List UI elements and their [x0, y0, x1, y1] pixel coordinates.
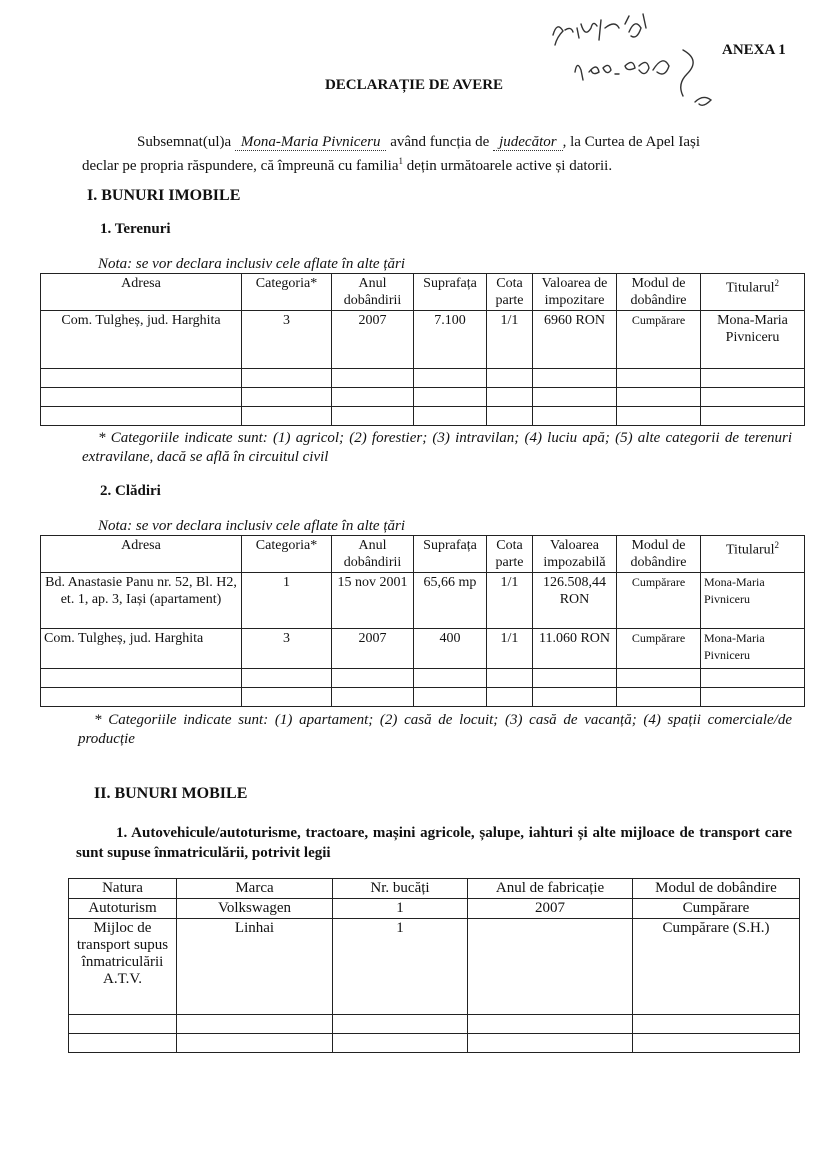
- building-category: 1: [242, 573, 332, 629]
- header-cell: Modul de dobândire: [633, 879, 800, 899]
- building-area: 65,66 mp: [414, 573, 487, 629]
- table-row-empty: [41, 688, 805, 707]
- handwritten-received-note: [545, 10, 725, 110]
- building-acquisition: Cumpărare: [617, 573, 701, 629]
- header-cell: Marca: [177, 879, 333, 899]
- building-share: 1/1: [487, 573, 533, 629]
- land-value: 6960 RON: [533, 311, 617, 369]
- buildings-category-footnote: * Categoriile indicate sunt: (1) apartament; (2) casă de locuit; (3) casă de vacanță; (4) spații comerciale/de producție: [78, 712, 792, 747]
- building-area: 400: [414, 629, 487, 669]
- land-area: 7.100: [414, 311, 487, 369]
- declarant-function: judecător: [493, 134, 563, 151]
- header-cell: Valoarea de impozitare: [533, 274, 617, 311]
- header-cell: Titularul$^2$: [701, 274, 805, 311]
- table-row: [69, 919, 800, 1015]
- building-address: Bd. Anastasie Panu nr. 52, Bl. H2, et. 1, ap. 3, Iași (apartament): [41, 573, 242, 629]
- buildings-table: [40, 535, 805, 707]
- building-acquisition: Cumpărare: [617, 629, 701, 669]
- building-owner: Mona-Maria Pivniceru: [701, 573, 805, 629]
- declaration-intro: [82, 133, 796, 176]
- vehicles-subsection-title: 1. Autovehicule/autoturisme, tractoare, mașini agricole, șalupe, iahturi și alte mijloace de transport care sunt supuse înmatriculării, potrivit legii: [76, 825, 792, 861]
- vehicle-type: Autoturism: [69, 899, 177, 919]
- building-year: 15 nov 2001: [332, 573, 414, 629]
- vehicle-acquisition: Cumpărare (S.H.): [633, 919, 800, 1015]
- land-share: 1/1: [487, 311, 533, 369]
- table-row: [41, 573, 805, 629]
- land-year: 2007: [332, 311, 414, 369]
- table-row: [41, 629, 805, 669]
- header-cell: Natura: [69, 879, 177, 899]
- intro-mid: având funcția de: [390, 134, 490, 150]
- header-cell: Modul de dobândire: [617, 536, 701, 573]
- header-cell: Anul dobândirii: [332, 536, 414, 573]
- building-address: Com. Tulgheș, jud. Harghita: [41, 629, 242, 669]
- building-share: 1/1: [487, 629, 533, 669]
- intro-line2: declar pe propria răspundere, că împreună cu familia: [82, 158, 399, 174]
- table-row-empty: [69, 1015, 800, 1034]
- building-value: 11.060 RON: [533, 629, 617, 669]
- table-row-empty: [41, 369, 805, 388]
- land-category-footnote: * Categoriile indicate sunt: (1) agricol; (2) forestier; (3) intravilan; (4) luciu apă; (5) alte categorii de terenuri extravilane, dacă se află în circuitul civil: [82, 430, 792, 465]
- header-cell: Modul de dobândire: [617, 274, 701, 311]
- annex-label: ANEXA 1: [722, 42, 786, 58]
- vehicles-table-header: [69, 879, 800, 899]
- vehicle-count: 1: [333, 919, 468, 1015]
- land-address: Com. Tulgheș, jud. Harghita: [41, 311, 242, 369]
- table-row-empty: [41, 669, 805, 688]
- vehicles-table: [68, 878, 800, 1053]
- vehicle-brand: Linhai: [177, 919, 333, 1015]
- intro-line2-end: dețin următoarele active și datorii.: [403, 158, 613, 174]
- table-row-empty: [41, 388, 805, 407]
- land-subsection-title: 1. Terenuri: [100, 221, 171, 237]
- vehicle-acquisition: Cumpărare: [633, 899, 800, 919]
- building-category: 3: [242, 629, 332, 669]
- section-movable-title: II. BUNURI MOBILE: [94, 785, 248, 802]
- building-year: 2007: [332, 629, 414, 669]
- land-category: 3: [242, 311, 332, 369]
- header-cell: Cota parte: [487, 274, 533, 311]
- land-owner: Mona-Maria Pivniceru: [701, 311, 805, 369]
- building-owner: Mona-Maria Pivniceru: [701, 629, 805, 669]
- intro-suffix: , la Curtea de Apel Iași: [562, 134, 701, 150]
- vehicle-year: 2007: [468, 899, 633, 919]
- header-cell: Categoria*: [242, 536, 332, 573]
- land-table-header: [41, 274, 805, 311]
- buildings-subsection-title: 2. Clădiri: [100, 483, 161, 499]
- buildings-table-header: [41, 536, 805, 573]
- header-cell: Adresa: [41, 274, 242, 311]
- header-cell: Anul de fabricație: [468, 879, 633, 899]
- building-value: 126.508,44 RON: [533, 573, 617, 629]
- table-row-empty: [41, 407, 805, 426]
- section-immovable-title: I. BUNURI IMOBILE: [87, 187, 241, 204]
- header-cell: Valoarea impozabilă: [533, 536, 617, 573]
- intro-prefix: Subsemnat(ul)a: [137, 134, 232, 150]
- land-acquisition: Cumpărare: [617, 311, 701, 369]
- land-table: [40, 273, 805, 426]
- declarant-name: Mona-Maria Pivniceru: [235, 134, 387, 151]
- document-title: DECLARAȚIE DE AVERE: [324, 77, 504, 93]
- vehicle-count: 1: [333, 899, 468, 919]
- vehicle-type: Mijloc de transport supus înmatriculării A.T.V.: [69, 919, 177, 1015]
- header-cell: Categoria*: [242, 274, 332, 311]
- header-cell: Suprafața: [414, 274, 487, 311]
- vehicle-year: [468, 919, 633, 1015]
- table-row: [69, 899, 800, 919]
- land-note: Nota: se vor declara inclusiv cele aflate în alte țări: [98, 256, 406, 272]
- footnote-marker: 1: [398, 156, 404, 166]
- header-cell: Anul dobândirii: [332, 274, 414, 311]
- header-cell: Nr. bucăți: [333, 879, 468, 899]
- table-row-empty: [69, 1034, 800, 1053]
- header-cell: Adresa: [41, 536, 242, 573]
- header-cell: Cota parte: [487, 536, 533, 573]
- buildings-note: Nota: se vor declara inclusiv cele aflate în alte țări: [98, 518, 406, 534]
- vehicle-brand: Volkswagen: [177, 899, 333, 919]
- header-cell: Titularul$^2$: [701, 536, 805, 573]
- table-row: [41, 311, 805, 369]
- header-cell: Suprafața: [414, 536, 487, 573]
